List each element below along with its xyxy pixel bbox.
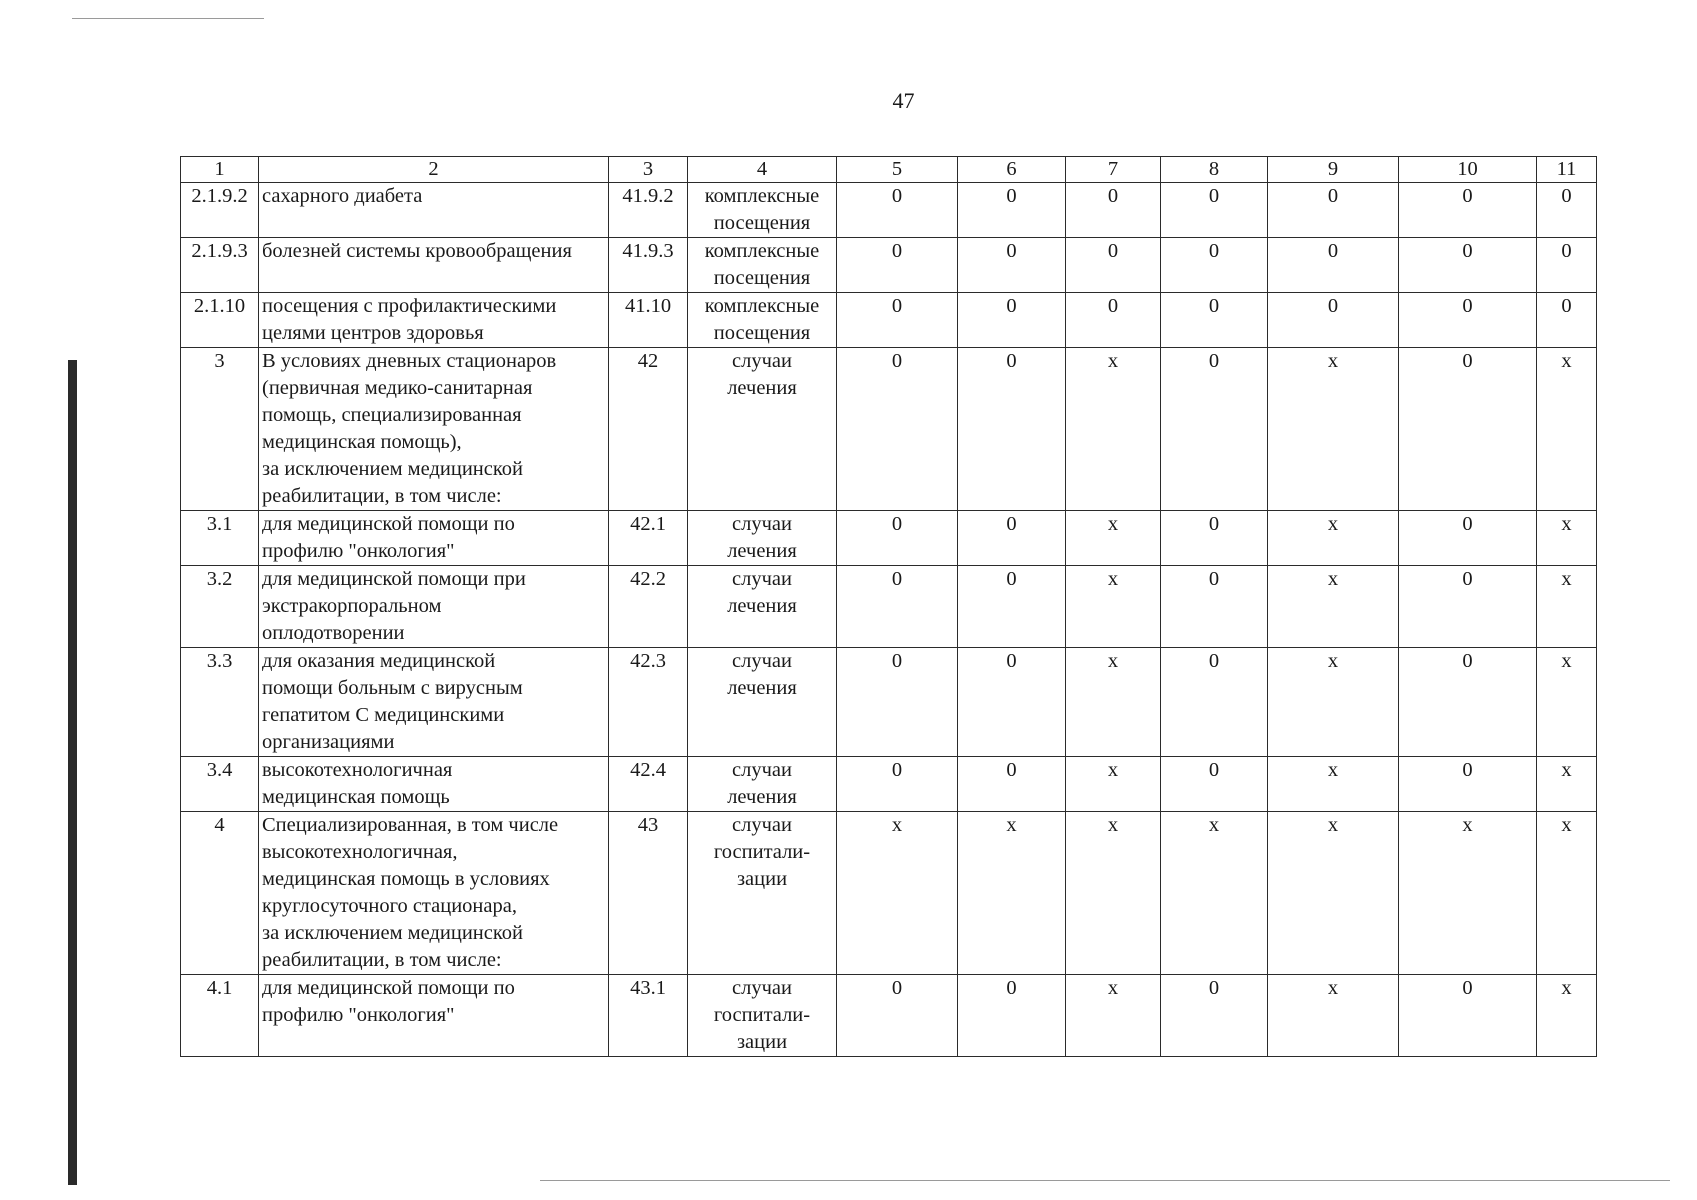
- row-line-number-cell: 41.9.3: [609, 238, 688, 293]
- cell-line: помощи больным с вирусным: [262, 677, 523, 699]
- cell-line: профилю "онкология": [262, 540, 455, 562]
- row-unit-cell: [688, 183, 837, 238]
- column-header: 7: [1066, 157, 1161, 183]
- row-value-cell: 0: [1399, 566, 1537, 648]
- row-value-cell: x: [1268, 648, 1399, 757]
- row-value-cell: x: [1537, 975, 1597, 1057]
- row-unit-cell: [688, 566, 837, 648]
- row-value-cell: 0: [1399, 975, 1537, 1057]
- row-line-number-cell: 42.3: [609, 648, 688, 757]
- row-name-cell: [259, 183, 609, 238]
- column-header: 6: [958, 157, 1066, 183]
- row-value-cell: 0: [837, 183, 958, 238]
- column-header: 10: [1399, 157, 1537, 183]
- row-value-cell: 0: [1537, 183, 1597, 238]
- row-code-cell: 3: [181, 348, 259, 511]
- top-rule: [72, 18, 264, 19]
- row-value-cell: 0: [958, 183, 1066, 238]
- bottom-rule: [540, 1180, 1670, 1181]
- cell-line: лечения: [727, 377, 797, 399]
- row-value-cell: x: [1268, 511, 1399, 566]
- cell-line: лечения: [727, 786, 797, 808]
- cell-line: оплодотворении: [262, 622, 405, 644]
- cell-line: посещения: [713, 212, 811, 234]
- row-value-cell: x: [1537, 566, 1597, 648]
- row-value-cell: 0: [1268, 183, 1399, 238]
- cell-line: для медицинской помощи по: [262, 977, 515, 999]
- table-row: [181, 183, 1597, 238]
- header-row: [181, 157, 1597, 183]
- row-value-cell: 0: [958, 511, 1066, 566]
- row-value-cell: 0: [1537, 238, 1597, 293]
- row-line-number-cell: 41.9.2: [609, 183, 688, 238]
- row-value-cell: x: [1066, 648, 1161, 757]
- page-number: [0, 88, 1697, 114]
- row-value-cell: 0: [1268, 293, 1399, 348]
- column-header: 3: [609, 157, 688, 183]
- row-value-cell: 0: [1066, 238, 1161, 293]
- cell-line: случаи: [732, 350, 792, 372]
- column-header: 11: [1537, 157, 1597, 183]
- row-line-number-cell: 42: [609, 348, 688, 511]
- table-row: [181, 238, 1597, 293]
- row-unit-cell: [688, 348, 837, 511]
- row-code-cell: 4.1: [181, 975, 259, 1057]
- cell-line: комплексные: [704, 240, 820, 262]
- cell-line: лечения: [727, 540, 797, 562]
- row-value-cell: x: [1268, 757, 1399, 812]
- row-value-cell: 0: [1161, 293, 1268, 348]
- row-value-cell: 0: [958, 566, 1066, 648]
- table-body: [181, 157, 1597, 1057]
- row-value-cell: 0: [837, 238, 958, 293]
- binding-bar: [68, 360, 77, 1185]
- cell-line: организациями: [262, 731, 395, 753]
- row-value-cell: 0: [1066, 183, 1161, 238]
- row-value-cell: x: [1066, 975, 1161, 1057]
- cell-line: высокотехнологичная,: [262, 841, 458, 863]
- row-value-cell: 0: [837, 348, 958, 511]
- cell-line: для медицинской помощи по: [262, 513, 515, 535]
- row-value-cell: 0: [1399, 757, 1537, 812]
- table-row: [181, 293, 1597, 348]
- row-value-cell: 0: [1161, 183, 1268, 238]
- cell-line: случаи: [732, 977, 792, 999]
- table-row: [181, 757, 1597, 812]
- table-row: [181, 511, 1597, 566]
- row-unit-cell: [688, 238, 837, 293]
- row-value-cell: x: [1268, 348, 1399, 511]
- cell-line: В условиях дневных стационаров: [262, 350, 557, 372]
- row-value-cell: x: [1268, 566, 1399, 648]
- cell-line: зации: [736, 1031, 788, 1053]
- row-value-cell: x: [1399, 812, 1537, 975]
- row-value-cell: 0: [958, 348, 1066, 511]
- row-unit-cell: [688, 293, 837, 348]
- row-value-cell: 0: [958, 648, 1066, 757]
- cell-line: для медицинской помощи при: [262, 568, 526, 590]
- cell-line: гепатитом С медицинскими: [262, 704, 505, 726]
- row-value-cell: 0: [1161, 348, 1268, 511]
- column-header: 4: [688, 157, 837, 183]
- row-name-cell: [259, 293, 609, 348]
- cell-line: госпитали-: [713, 1004, 811, 1026]
- row-value-cell: 0: [837, 293, 958, 348]
- row-value-cell: x: [1268, 812, 1399, 975]
- row-value-cell: 0: [1066, 293, 1161, 348]
- row-value-cell: x: [1537, 648, 1597, 757]
- cell-line: сахарного диабета: [262, 185, 423, 207]
- row-value-cell: x: [1537, 812, 1597, 975]
- row-value-cell: 0: [1161, 511, 1268, 566]
- row-value-cell: x: [1066, 511, 1161, 566]
- row-value-cell: x: [1066, 348, 1161, 511]
- row-value-cell: x: [1537, 757, 1597, 812]
- row-value-cell: 0: [958, 293, 1066, 348]
- row-name-cell: [259, 566, 609, 648]
- row-value-cell: 0: [1399, 238, 1537, 293]
- cell-line: посещения с профилактическими: [262, 295, 557, 317]
- row-value-cell: 0: [837, 757, 958, 812]
- row-code-cell: 4: [181, 812, 259, 975]
- row-value-cell: x: [1537, 511, 1597, 566]
- row-code-cell: 2.1.10: [181, 293, 259, 348]
- row-value-cell: 0: [837, 975, 958, 1057]
- row-name-cell: [259, 348, 609, 511]
- row-unit-cell: [688, 757, 837, 812]
- cell-line: круглосуточного стационара,: [262, 895, 517, 917]
- table-row: [181, 975, 1597, 1057]
- cell-line: медицинская помощь: [262, 786, 450, 808]
- cell-line: посещения: [713, 322, 811, 344]
- data-table: [180, 156, 1597, 1057]
- row-value-cell: 0: [1161, 757, 1268, 812]
- column-header: 5: [837, 157, 958, 183]
- cell-line: лечения: [727, 595, 797, 617]
- cell-line: высокотехнологичная: [262, 759, 453, 781]
- cell-line: реабилитации, в том числе:: [262, 949, 502, 971]
- cell-line: профилю "онкология": [262, 1004, 455, 1026]
- row-name-cell: [259, 812, 609, 975]
- row-value-cell: 0: [837, 511, 958, 566]
- row-line-number-cell: 43: [609, 812, 688, 975]
- cell-line: госпитали-: [713, 841, 811, 863]
- row-value-cell: 0: [1399, 648, 1537, 757]
- row-value-cell: 0: [1399, 183, 1537, 238]
- cell-line: случаи: [732, 814, 792, 836]
- cell-line: медицинская помощь в условиях: [262, 868, 550, 890]
- row-unit-cell: [688, 812, 837, 975]
- column-header: 9: [1268, 157, 1399, 183]
- row-value-cell: 0: [1161, 238, 1268, 293]
- table-row: [181, 566, 1597, 648]
- row-code-cell: 3.2: [181, 566, 259, 648]
- row-value-cell: 0: [1399, 293, 1537, 348]
- row-unit-cell: [688, 648, 837, 757]
- row-value-cell: x: [1066, 812, 1161, 975]
- row-code-cell: 3.3: [181, 648, 259, 757]
- column-header: 1: [181, 157, 259, 183]
- row-value-cell: 0: [958, 238, 1066, 293]
- row-value-cell: 0: [1161, 566, 1268, 648]
- row-value-cell: x: [837, 812, 958, 975]
- row-value-cell: 0: [837, 566, 958, 648]
- cell-line: медицинская помощь),: [262, 431, 462, 453]
- cell-line: реабилитации, в том числе:: [262, 485, 502, 507]
- row-value-cell: x: [1066, 757, 1161, 812]
- row-code-cell: 3.4: [181, 757, 259, 812]
- cell-line: целями центров здоровья: [262, 322, 484, 344]
- row-line-number-cell: 43.1: [609, 975, 688, 1057]
- cell-line: (первичная медико-санитарная: [262, 377, 533, 399]
- table-row: [181, 812, 1597, 975]
- row-value-cell: 0: [1161, 975, 1268, 1057]
- cell-line: посещения: [713, 267, 811, 289]
- cell-line: зации: [736, 868, 788, 890]
- cell-line: болезней системы кровообращения: [262, 240, 572, 262]
- cell-line: случаи: [732, 568, 792, 590]
- page-number-text: 47: [892, 88, 915, 113]
- cell-line: случаи: [732, 513, 792, 535]
- row-line-number-cell: 42.1: [609, 511, 688, 566]
- cell-line: случаи: [732, 759, 792, 781]
- row-value-cell: x: [958, 812, 1066, 975]
- cell-line: для оказания медицинской: [262, 650, 496, 672]
- cell-line: за исключением медицинской: [262, 922, 524, 944]
- row-value-cell: 0: [837, 648, 958, 757]
- row-value-cell: 0: [1399, 348, 1537, 511]
- row-name-cell: [259, 975, 609, 1057]
- row-code-cell: 2.1.9.3: [181, 238, 259, 293]
- row-name-cell: [259, 511, 609, 566]
- row-code-cell: 2.1.9.2: [181, 183, 259, 238]
- cell-line: за исключением медицинской: [262, 458, 524, 480]
- column-header: 2: [259, 157, 609, 183]
- row-code-cell: 3.1: [181, 511, 259, 566]
- row-value-cell: x: [1537, 348, 1597, 511]
- row-line-number-cell: 42.2: [609, 566, 688, 648]
- column-header: 8: [1161, 157, 1268, 183]
- row-value-cell: x: [1268, 975, 1399, 1057]
- cell-line: комплексные: [704, 295, 820, 317]
- row-line-number-cell: 41.10: [609, 293, 688, 348]
- row-line-number-cell: 42.4: [609, 757, 688, 812]
- row-value-cell: x: [1161, 812, 1268, 975]
- cell-line: помощь, специализированная: [262, 404, 522, 426]
- row-unit-cell: [688, 511, 837, 566]
- row-value-cell: 0: [958, 975, 1066, 1057]
- table-row: [181, 348, 1597, 511]
- row-value-cell: x: [1066, 566, 1161, 648]
- row-name-cell: [259, 757, 609, 812]
- row-unit-cell: [688, 975, 837, 1057]
- row-value-cell: 0: [1399, 511, 1537, 566]
- row-value-cell: 0: [958, 757, 1066, 812]
- cell-line: лечения: [727, 677, 797, 699]
- row-value-cell: 0: [1537, 293, 1597, 348]
- row-name-cell: [259, 648, 609, 757]
- row-value-cell: 0: [1161, 648, 1268, 757]
- row-value-cell: 0: [1268, 238, 1399, 293]
- cell-line: случаи: [732, 650, 792, 672]
- cell-line: комплексные: [704, 185, 820, 207]
- row-name-cell: [259, 238, 609, 293]
- cell-line: Специализированная, в том числе: [262, 814, 559, 836]
- table-row: [181, 648, 1597, 757]
- cell-line: экстракорпоральном: [262, 595, 442, 617]
